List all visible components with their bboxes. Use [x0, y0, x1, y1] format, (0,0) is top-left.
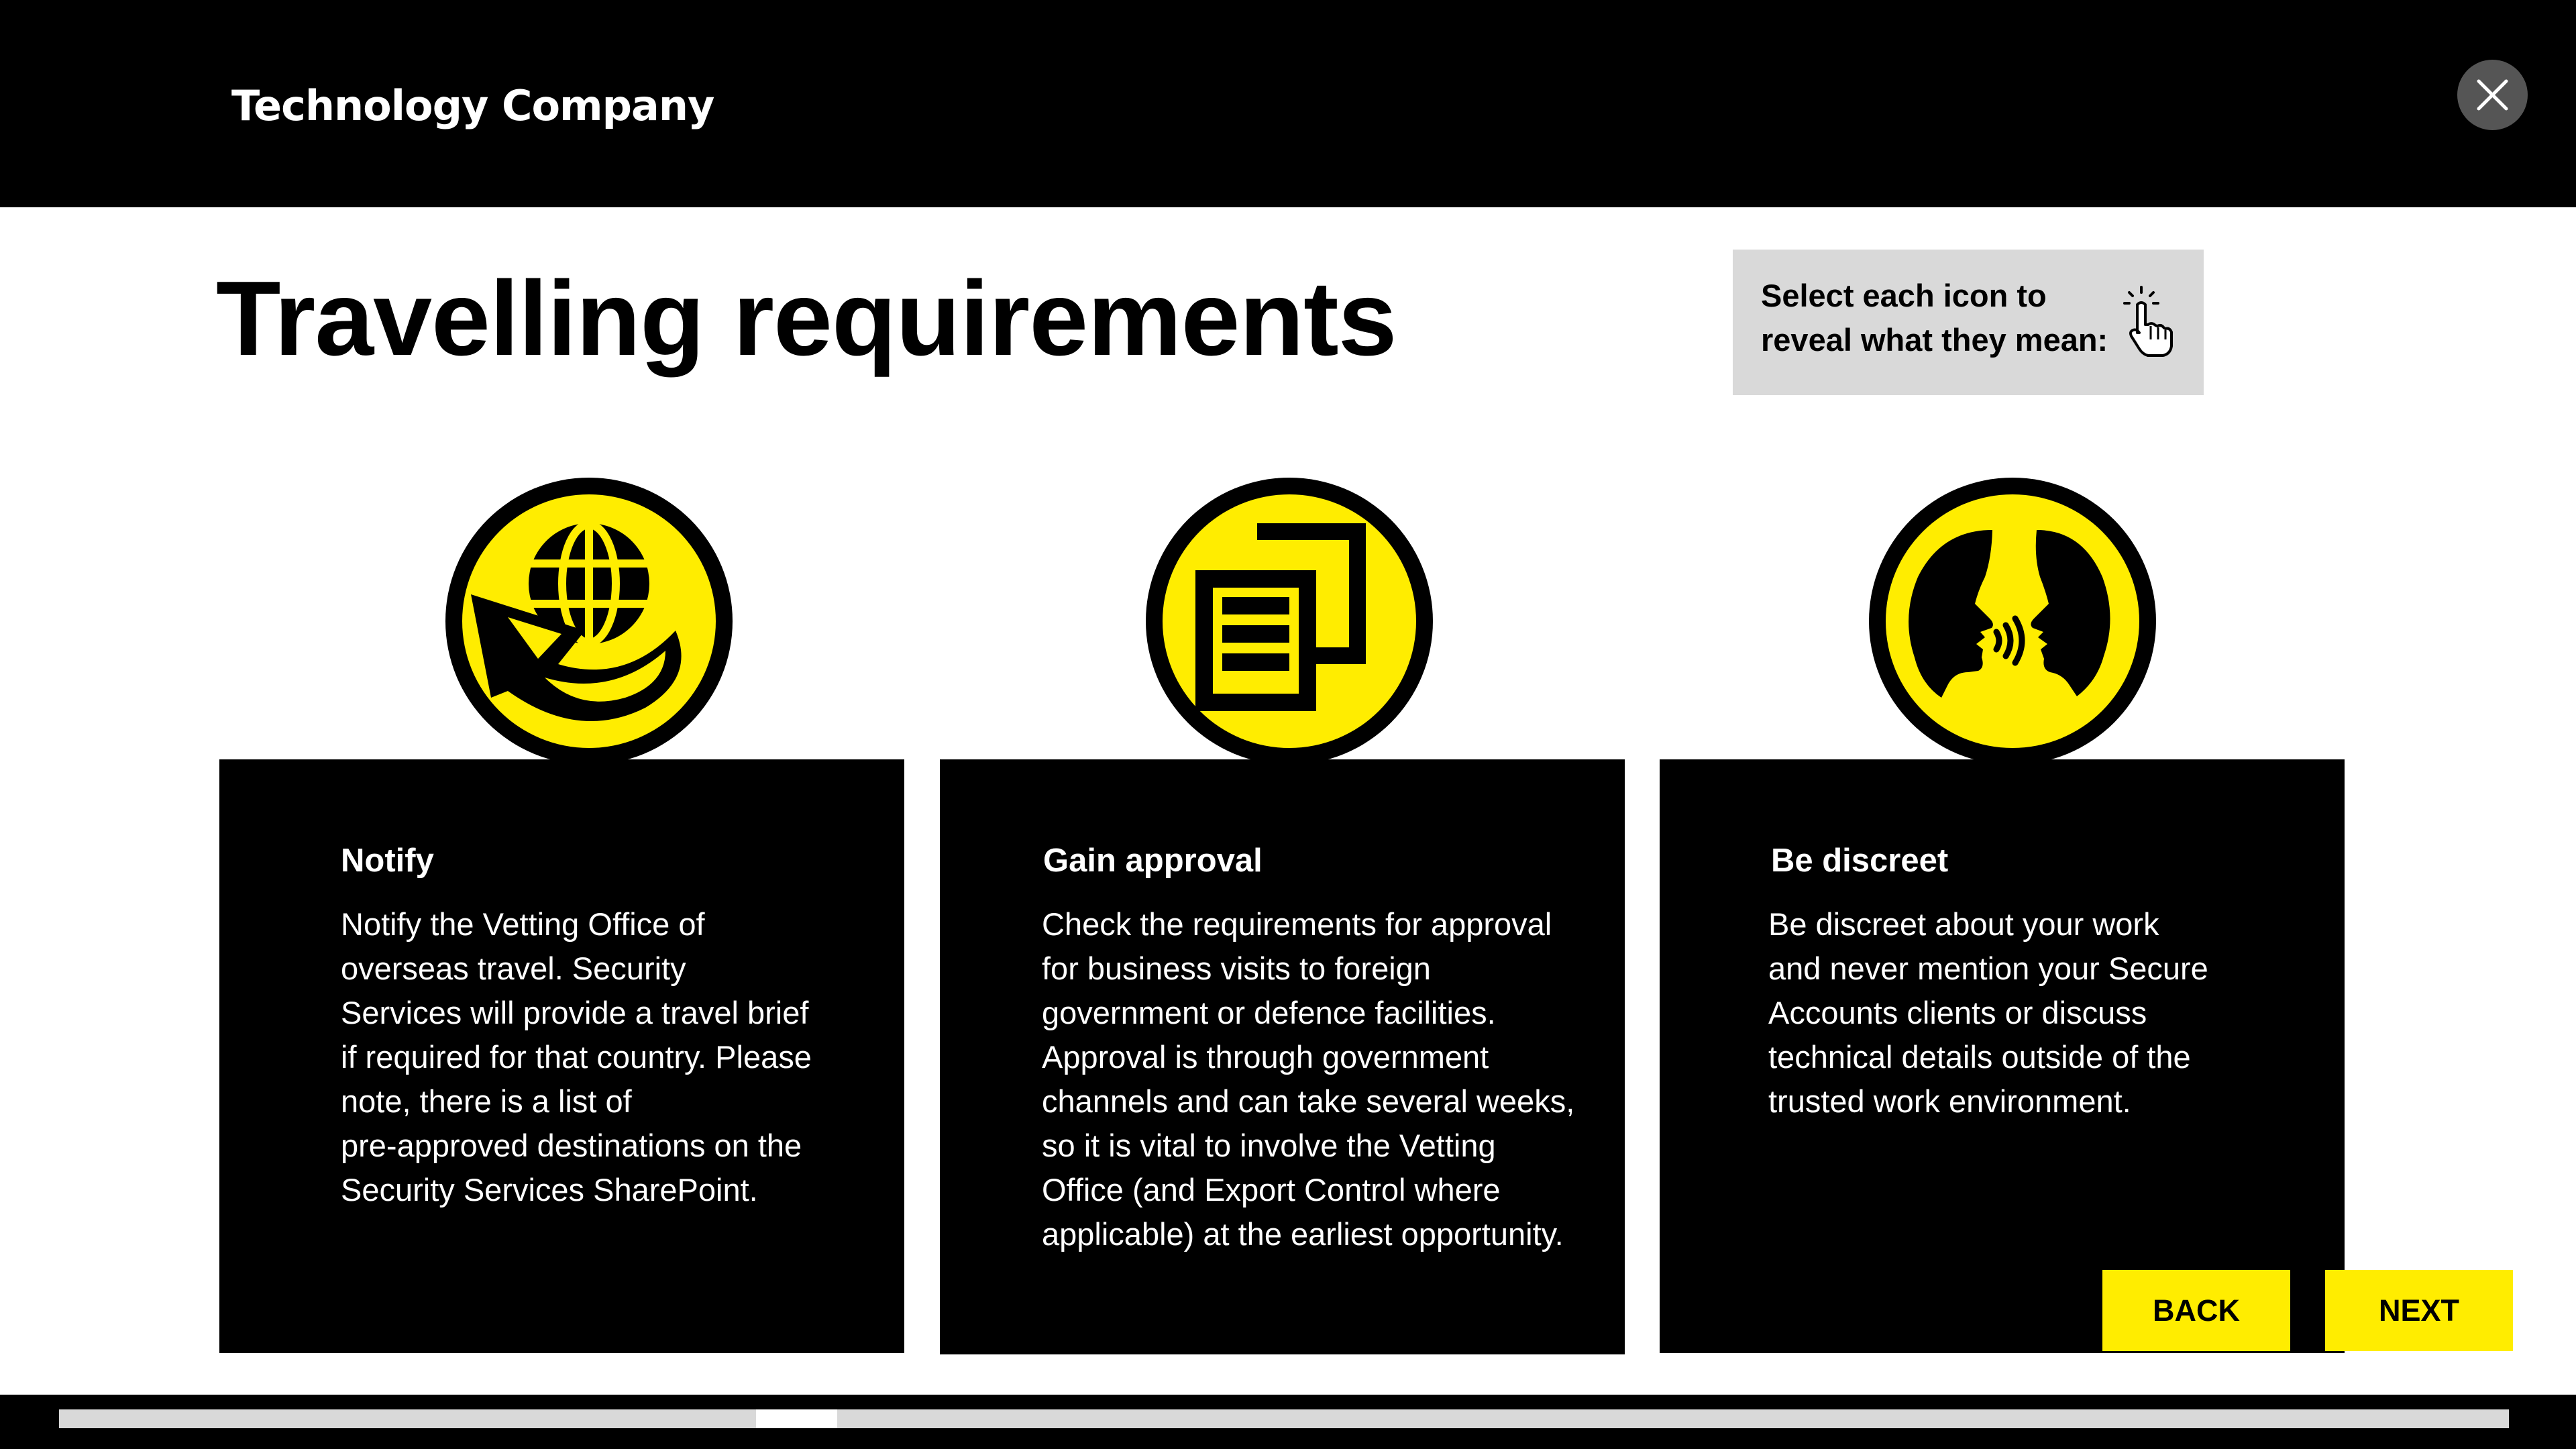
card-body-line: technical details outside of the [1768, 1039, 2191, 1075]
card-title: Be discreet [1771, 843, 1949, 879]
close-button[interactable] [2457, 60, 2528, 130]
documents-icon [1144, 476, 1434, 785]
be-discreet-card [1660, 759, 2345, 1353]
card-body-line: Approval is through government [1042, 1039, 1489, 1075]
card-body-line: Check the requirements for approval [1042, 906, 1552, 942]
card-body-line: for business visits to foreign [1042, 951, 1431, 986]
gain-approval-icon-button[interactable] [1144, 476, 1434, 785]
card-body-line: so it is vital to involve the Vetting [1042, 1128, 1496, 1163]
card-body-line: Be discreet about your work [1768, 906, 2159, 942]
progress-indicator [756, 1409, 837, 1428]
card-body-line: Services will provide a travel brief [341, 995, 809, 1030]
card-body-line: channels and can take several weeks, [1042, 1083, 1575, 1119]
card-body-line: overseas travel. Security [341, 951, 686, 986]
card-body-line: Accounts clients or discuss [1768, 995, 2147, 1030]
back-button[interactable]: BACK [2102, 1270, 2290, 1351]
card-body [341, 902, 812, 1212]
pointer-hand-icon [2118, 284, 2179, 358]
speaking-faces-icon [1868, 476, 2157, 785]
next-button[interactable]: NEXT [2325, 1270, 2513, 1351]
instruction-hint [1733, 250, 2204, 395]
card-body-line: government or defence facilities. [1042, 995, 1496, 1030]
card-body-line: Security Services SharePoint. [341, 1172, 758, 1208]
card-body-line: applicable) at the earliest opportunity. [1042, 1216, 1564, 1252]
card-body-line: Office (and Export Control where [1042, 1172, 1501, 1208]
hint-text: Select each icon to reveal what they mean: [1761, 278, 2108, 358]
company-name: Technology Company [231, 81, 714, 130]
notify-card [219, 759, 904, 1353]
close-icon [2457, 60, 2528, 130]
top-bar [0, 0, 2576, 207]
card-title: Notify [341, 843, 434, 879]
card-title: Gain approval [1043, 843, 1263, 879]
bottom-bar [0, 1395, 2576, 1449]
card-body-line: trusted work environment. [1768, 1083, 2131, 1119]
page-title: Travelling requirements [216, 260, 1397, 378]
gain-approval-card [940, 759, 1625, 1354]
globe-airplane-icon [444, 476, 734, 785]
card-body-line: pre-approved destinations on the [341, 1128, 802, 1163]
card-body [1768, 902, 2208, 1124]
notify-icon-button[interactable] [444, 476, 734, 785]
card-body-line: note, there is a list of [341, 1083, 632, 1119]
card-body [1042, 902, 1574, 1256]
card-body-line: if required for that country. Please [341, 1039, 812, 1075]
progress-track[interactable] [59, 1409, 2509, 1428]
card-body-line: and never mention your Secure [1768, 951, 2208, 986]
card-body-line: Notify the Vetting Office of [341, 906, 705, 942]
be-discreet-icon-button[interactable] [1868, 476, 2157, 785]
